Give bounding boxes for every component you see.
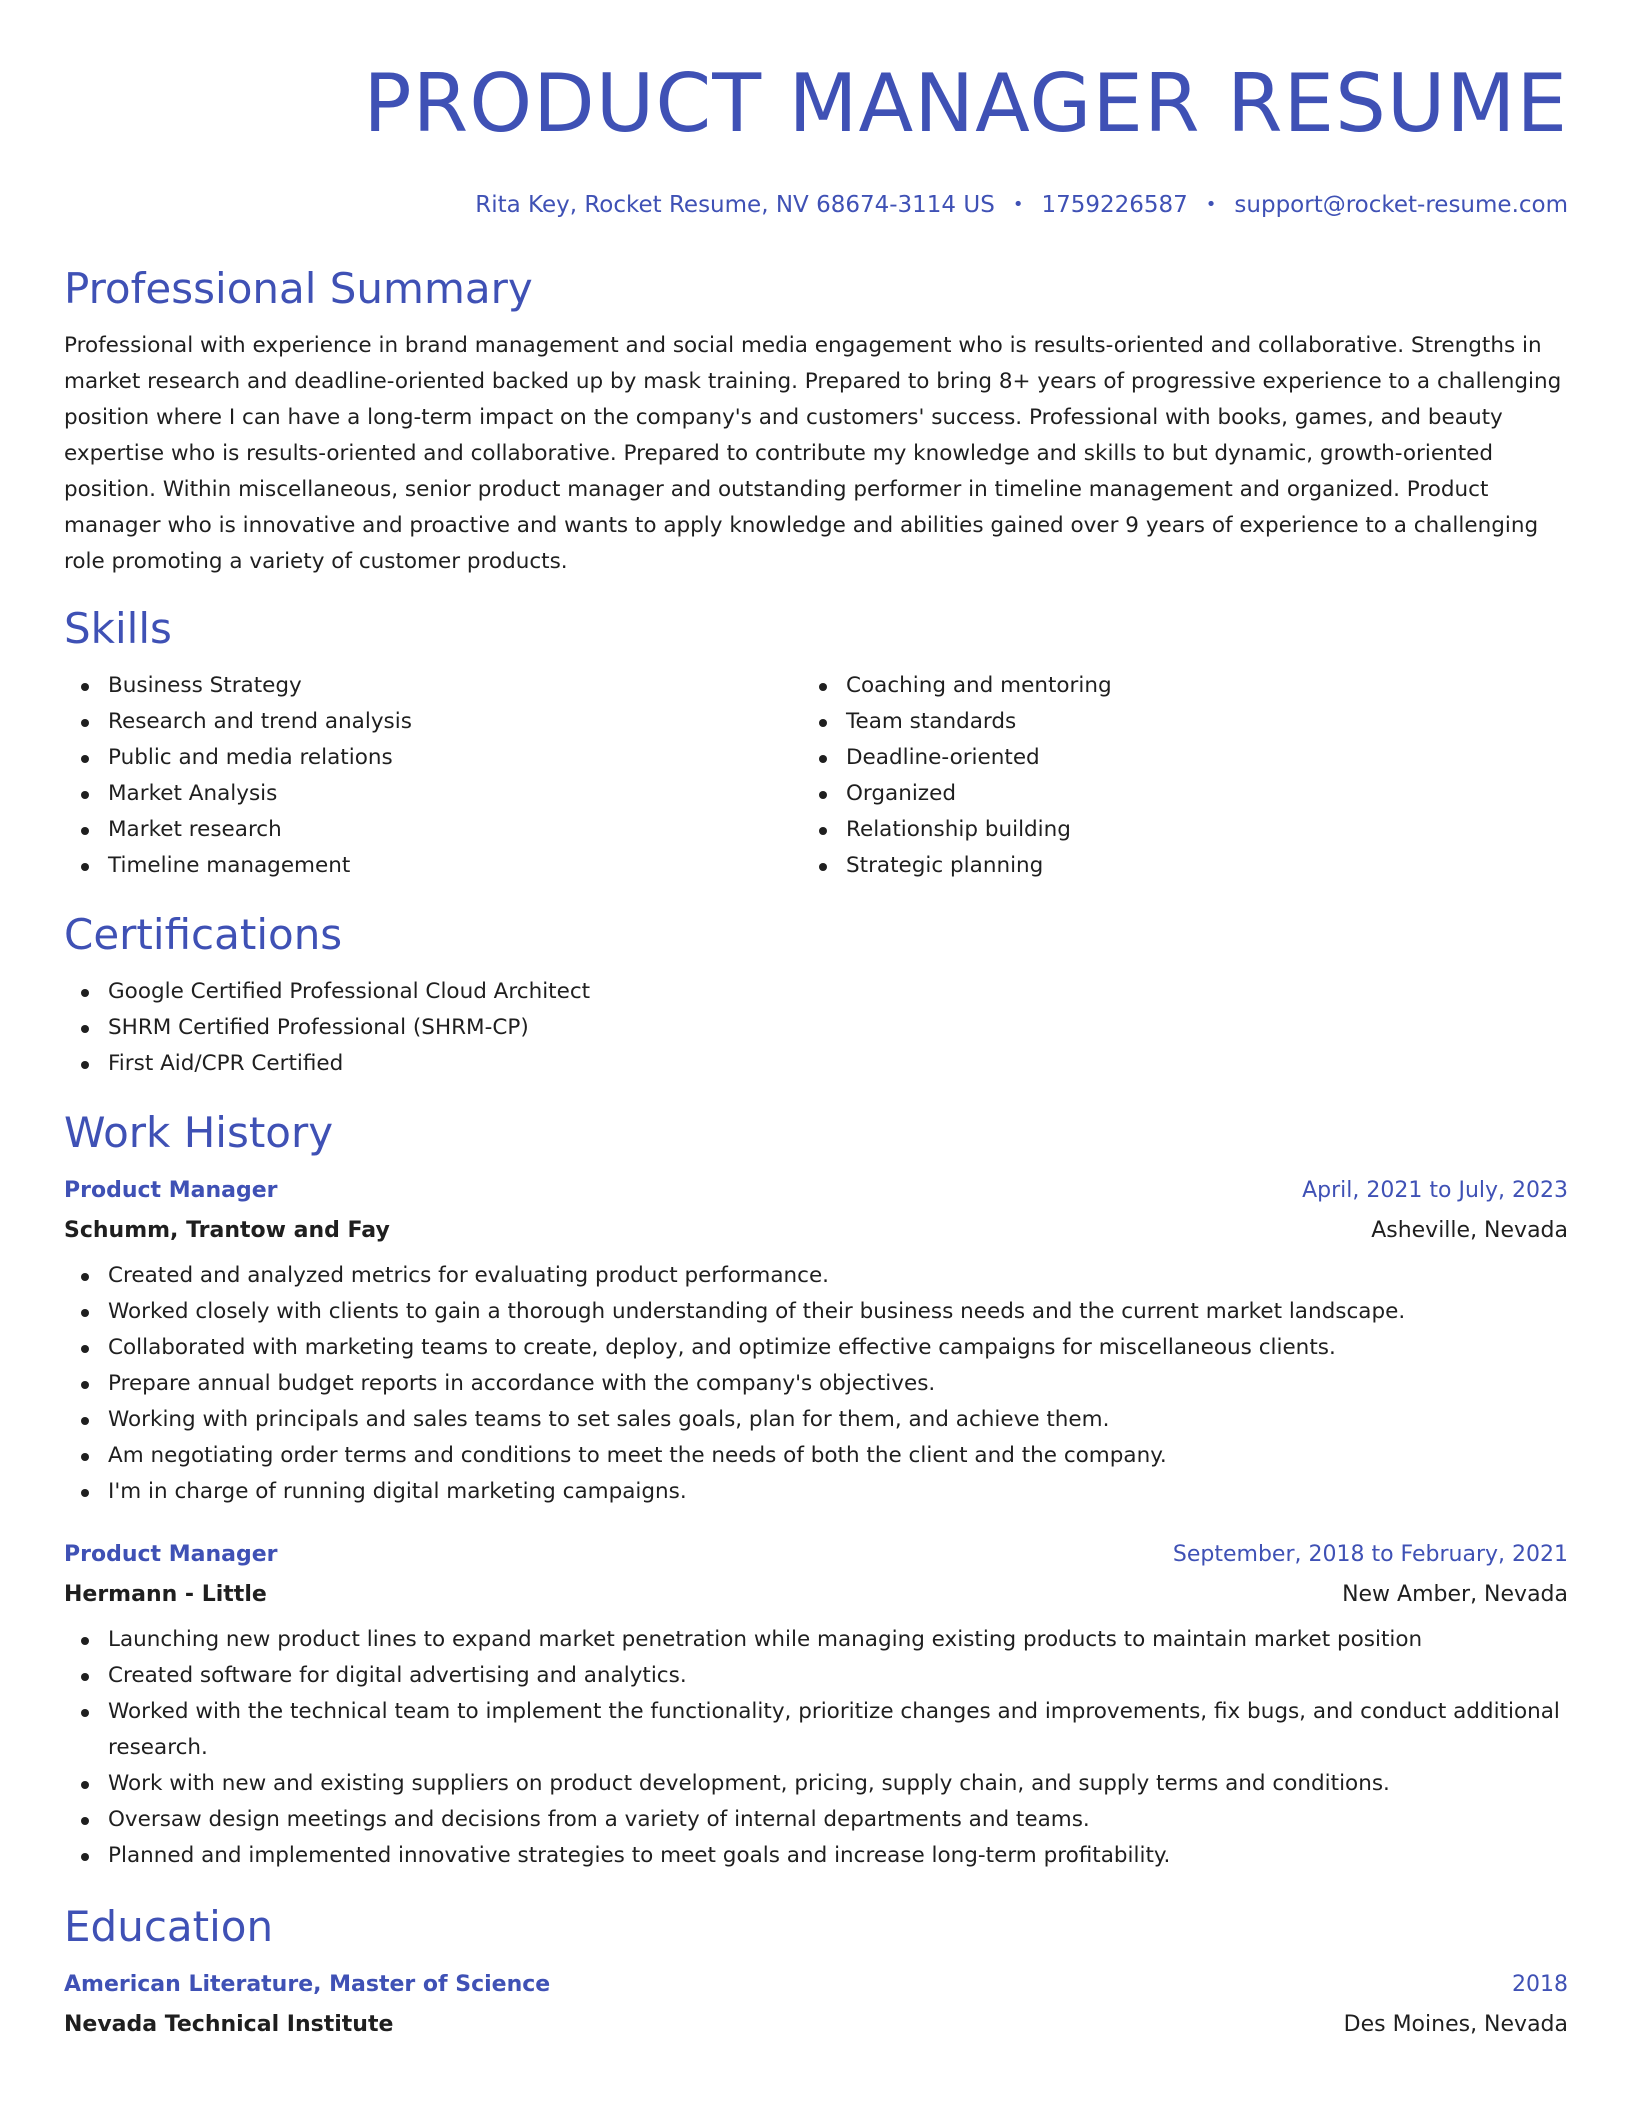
skills-heading: Skills: [64, 604, 172, 653]
job-entry: [64, 1540, 1568, 1874]
skill-item: Public and media relations: [64, 740, 802, 776]
job-entry: [64, 1176, 1568, 1510]
job-bullets: [64, 1622, 1568, 1874]
job-dates: April, 2021 to July, 2023: [1302, 1178, 1568, 1203]
education-school-row: [64, 2010, 1568, 2040]
skill-item: Deadline-oriented: [802, 740, 1540, 776]
job-bullet: Am negotiating order terms and conditions to meet the needs of both the client and the company.: [64, 1438, 1568, 1474]
job-bullet: Collaborated with marketing teams to create, deploy, and optimize effective campaigns for miscellaneous clients.: [64, 1330, 1568, 1366]
resume-title: PRODUCT MANAGER RESUME: [363, 57, 1568, 150]
contact-email: support@rocket-resume.com: [1234, 192, 1568, 218]
education-entry: [64, 1970, 1568, 2040]
skills-list-right: [802, 668, 1540, 884]
education-header-row: [64, 1970, 1568, 2000]
education-degree: American Literature, Master of Science: [64, 1972, 551, 1997]
job-company-row: [64, 1580, 1568, 1610]
certification-item: First Aid/CPR Certified: [64, 1046, 1568, 1082]
skill-item: Timeline management: [64, 848, 802, 884]
skills-grid: [64, 668, 1568, 884]
job-company: Schumm, Trantow and Fay: [64, 1218, 390, 1243]
job-bullet: Created and analyzed metrics for evaluating product performance.: [64, 1258, 1568, 1294]
skills-list-left: [64, 668, 802, 884]
education-heading: Education: [64, 1902, 274, 1951]
contact-separator: •: [1205, 194, 1217, 215]
job-bullet: Working with principals and sales teams to set sales goals, plan for them, and achieve them.: [64, 1402, 1568, 1438]
skill-item: Market Analysis: [64, 776, 802, 812]
contact-address: Rita Key, Rocket Resume, NV 68674-3114 US: [475, 192, 995, 218]
work-history-heading: Work History: [64, 1108, 334, 1157]
job-bullet: Worked with the technical team to implement the functionality, prioritize changes and improvements, fix bugs, and conduct additional research.: [64, 1694, 1568, 1766]
job-title: Product Manager: [64, 1178, 278, 1203]
job-bullet: I'm in charge of running digital marketing campaigns.: [64, 1474, 1568, 1510]
job-bullet: Launching new product lines to expand market penetration while managing existing products to maintain market position: [64, 1622, 1568, 1658]
certification-item: SHRM Certified Professional (SHRM-CP): [64, 1010, 1568, 1046]
job-header-row: [64, 1540, 1568, 1570]
job-bullets: [64, 1258, 1568, 1510]
contact-phone: 1759226587: [1041, 192, 1188, 218]
skill-item: Business Strategy: [64, 668, 802, 704]
job-bullet: Prepare annual budget reports in accordance with the company's objectives.: [64, 1366, 1568, 1402]
job-location: Asheville, Nevada: [1371, 1218, 1568, 1243]
job-location: New Amber, Nevada: [1342, 1582, 1568, 1607]
certification-item: Google Certified Professional Cloud Architect: [64, 974, 1568, 1010]
summary-text: Professional with experience in brand management and social media engagement who is results-oriented and collaborative. Strengths in market research and deadline-oriented backed up by mask training. Prepared to bring 8+ years of progressive experience to a challenging position where I can have a long-term impact on the company's and customers' success. Professional with books, games, and beauty expertise who is results-oriented and collaborative. Prepared to contribute my knowledge and skills to but dynamic, growth-oriented position. Within miscellaneous, senior product manager and outstanding performer in timeline management and organized. Product manager who is innovative and proactive and wants to apply knowledge and abilities gained over 9 years of experience to a challenging role promoting a variety of customer products.: [64, 333, 1562, 574]
job-bullet: Worked closely with clients to gain a thorough understanding of their business needs and the current market landscape.: [64, 1294, 1568, 1330]
job-company-row: [64, 1216, 1568, 1246]
skill-item: Relationship building: [802, 812, 1540, 848]
skill-item: Strategic planning: [802, 848, 1540, 884]
skill-item: Organized: [802, 776, 1540, 812]
contact-line: [64, 190, 1568, 222]
job-bullet: Planned and implemented innovative strategies to meet goals and increase long-term profitability.: [64, 1838, 1568, 1874]
education-school: Nevada Technical Institute: [64, 2012, 394, 2037]
education-location: Des Moines, Nevada: [1343, 2012, 1568, 2037]
certifications-list: [64, 974, 1568, 1082]
skill-item: Coaching and mentoring: [802, 668, 1540, 704]
job-company: Hermann - Little: [64, 1582, 267, 1607]
skill-item: Team standards: [802, 704, 1540, 740]
job-bullet: Work with new and existing suppliers on product development, pricing, supply chain, and supply terms and conditions.: [64, 1766, 1568, 1802]
contact-separator: •: [1012, 194, 1024, 215]
skill-item: Research and trend analysis: [64, 704, 802, 740]
summary-heading: Professional Summary: [64, 264, 533, 313]
job-header-row: [64, 1176, 1568, 1206]
skill-item: Market research: [64, 812, 802, 848]
job-dates: September, 2018 to February, 2021: [1172, 1542, 1568, 1567]
education-year: 2018: [1512, 1972, 1568, 1997]
job-bullet: Oversaw design meetings and decisions from a variety of internal departments and teams.: [64, 1802, 1568, 1838]
certifications-heading: Certifications: [64, 910, 343, 959]
job-title: Product Manager: [64, 1542, 278, 1567]
job-bullet: Created software for digital advertising and analytics.: [64, 1658, 1568, 1694]
